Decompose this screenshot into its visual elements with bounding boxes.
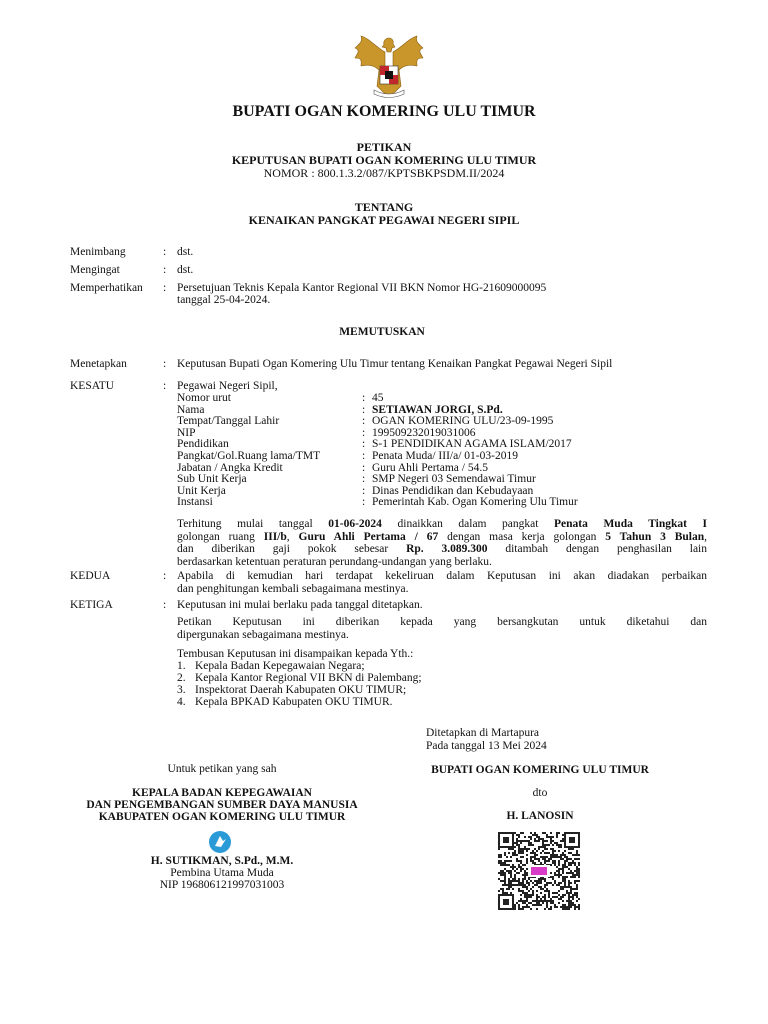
field-value: 45 <box>372 392 384 404</box>
ketiga-row <box>70 599 710 613</box>
tembusan-number: 2. <box>177 672 186 684</box>
field-label: Pangkat/Gol.Ruang lama/TMT <box>177 450 321 462</box>
colon: : <box>362 461 366 474</box>
colon: : <box>163 358 167 370</box>
kesatu-intro: Pegawai Negeri Sipil, <box>177 380 278 392</box>
field-label: NIP <box>177 426 196 439</box>
colon: : <box>362 415 366 428</box>
field-label: Tempat/Tanggal Lahir <box>177 415 280 428</box>
colon: : <box>163 246 167 258</box>
petikan-label: PETIKAN <box>356 140 412 154</box>
decree-subject: KENAIKAN PANGKAT PEGAWAI NEGERI SIPIL <box>248 213 520 227</box>
menimbang-value: dst. <box>177 246 194 258</box>
kepala-nip: NIP 196806121997031003 <box>159 879 285 891</box>
field-value: OGAN KOMERING ULU/23-09-1995 <box>372 415 554 428</box>
paragraph-line-1: Terhitung mulai tanggal 01-06-2024 dinaikkan dalam pangkat Penata Muda Tingkat I <box>177 518 708 530</box>
memperhatikan-date: tanggal 25-04-2024. <box>177 294 271 306</box>
qr-code <box>498 832 580 910</box>
decree-title: KEPUTUSAN BUPATI OGAN KOMERING ULU TIMUR <box>231 153 537 167</box>
kepala-title-2: DAN PENGEMBANGAN SUMBER DAYA MANUSIA <box>86 799 358 811</box>
bupati-name: H. LANOSIN <box>506 810 574 822</box>
kedua-row <box>70 570 710 598</box>
field-value: S-1 PENDIDIKAN AGAMA ISLAM/2017 <box>372 438 572 451</box>
colon: : <box>362 450 366 462</box>
kedua-text <box>177 570 707 595</box>
field-label: Nomor urut <box>177 392 231 404</box>
memutuskan-heading: MEMUTUSKAN <box>339 326 425 338</box>
kepala-rank: Pembina Utama Muda <box>170 867 274 879</box>
field-value: Penata Muda/ III/a/ 01-03-2019 <box>372 450 518 462</box>
signature-logo-icon <box>208 830 232 854</box>
menetapkan-label: Menetapkan <box>70 358 127 370</box>
garuda-emblem-logo <box>349 30 429 100</box>
colon: : <box>362 496 366 509</box>
memperhatikan-row <box>70 282 710 310</box>
memperhatikan-value: Persetujuan Teknis Kepala Kantor Regional VII BKN Nomor HG-21609000095 <box>177 282 547 294</box>
tembusan-number: 3. <box>177 684 186 696</box>
mengingat-label: Mengingat <box>70 264 120 276</box>
colon: : <box>362 438 366 451</box>
field-label: Pendidikan <box>177 438 229 451</box>
menetapkan-value: Keputusan Bupati Ogan Komering Ulu Timur tentang Kenaikan Pangkat Pegawai Negeri Sipil <box>177 358 613 370</box>
colon: : <box>362 426 366 439</box>
bupati-title: BUPATI OGAN KOMERING ULU TIMUR <box>431 764 649 776</box>
petikan-line-1: Petikan Keputusan ini diberikan kepada yang bersangkutan untuk diketahui dan <box>177 616 707 628</box>
ketiga-label: KETIGA <box>70 599 113 611</box>
colon: : <box>163 264 167 276</box>
field-value: Pemerintah Kab. Ogan Komering Ulu Timur <box>372 496 578 509</box>
kepala-title-3: KABUPATEN OGAN KOMERING ULU TIMUR <box>98 811 346 823</box>
colon: : <box>362 403 366 416</box>
kepala-name: H. SUTIKMAN, S.Pd., M.M. <box>150 855 294 867</box>
untuk-petikan-label: Untuk petikan yang sah <box>167 763 277 775</box>
field-label: Nama <box>177 403 205 416</box>
colon: : <box>163 599 167 611</box>
colon: : <box>362 473 366 486</box>
colon: : <box>163 570 167 582</box>
field-label: Sub Unit Kerja <box>177 473 247 486</box>
field-label: Instansi <box>177 496 213 509</box>
place-of-issue: Ditetapkan di Martapura <box>426 727 540 739</box>
colon: : <box>163 282 167 294</box>
kedua-label: KEDUA <box>70 570 111 582</box>
kedua-line-1: Apabila di kemudian hari terdapat kekeliruan dalam Keputusan ini akan diadakan perbaikan <box>177 570 707 582</box>
menimbang-row <box>70 246 710 260</box>
field-value: SETIAWAN JORGI, S.Pd. <box>372 403 503 416</box>
mengingat-row <box>70 264 710 278</box>
tembusan-item: Inspektorat Daerah Kabupaten OKU TIMUR; <box>195 684 407 696</box>
decree-number: NOMOR : 800.1.3.2/087/KPTSBKPSDM.II/2024 <box>263 166 505 180</box>
tembusan-item: Kepala Kantor Regional VII BKN di Palembang; <box>195 672 422 684</box>
field-label: Jabatan / Angka Kredit <box>177 461 283 474</box>
mengingat-value: dst. <box>177 264 194 276</box>
kedua-line-2: dan penghitungan kembali sebagaimana mestinya. <box>177 582 409 595</box>
header-title: BUPATI OGAN KOMERING ULU TIMUR <box>232 103 536 120</box>
dto-label: dto <box>532 787 548 799</box>
tentang-label: TENTANG <box>354 200 414 214</box>
tembusan-item: Kepala Badan Kepegawaian Negara; <box>195 660 365 672</box>
kesatu-row <box>70 380 710 394</box>
kesatu-paragraph <box>177 518 707 568</box>
menimbang-label: Menimbang <box>70 246 126 258</box>
tembusan-intro: Tembusan Keputusan ini disampaikan kepada Yth.: <box>177 648 414 660</box>
kepala-title-1: KEPALA BADAN KEPEGAWAIAN <box>132 787 312 799</box>
tembusan-item: Kepala BPKAD Kabupaten OKU TIMUR. <box>195 696 393 708</box>
field-value: Guru Ahli Pertama / 54.5 <box>372 461 488 474</box>
paragraph-line-4: berdasarkan ketentuan peraturan perundang-undangan yang berlaku. <box>177 555 492 568</box>
field-value: SMP Negeri 03 Semendawai Timur <box>372 473 536 486</box>
field-value: 199509232019031006 <box>372 426 476 439</box>
paragraph-line-3: dan diberikan gaji pokok sebesar Rp. 3.089.300 ditambah dengan penghasilan lain <box>177 543 708 555</box>
field-value: Dinas Pendidikan dan Kebudayaan <box>372 484 534 497</box>
colon: : <box>362 392 366 404</box>
ketiga-line-1: Keputusan ini mulai berlaku pada tanggal ditetapkan. <box>177 599 423 611</box>
memperhatikan-label: Memperhatikan <box>70 282 143 294</box>
tembusan-number: 4. <box>177 696 186 708</box>
paragraph-line-2: golongan ruang III/b, Guru Ahli Pertama / 67 dengan masa kerja golongan 5 Tahun 3 Bulan, <box>177 530 708 543</box>
menetapkan-row <box>70 358 710 372</box>
colon: : <box>362 484 366 497</box>
petikan-paragraph <box>177 616 707 641</box>
date-of-issue: Pada tanggal 13 Mei 2024 <box>426 740 547 752</box>
petikan-line-2: dipergunakan sebagaimana mestinya. <box>177 628 349 641</box>
field-label: Unit Kerja <box>177 484 226 497</box>
tembusan-number: 1. <box>177 660 186 672</box>
kesatu-label: KESATU <box>70 380 115 392</box>
colon: : <box>163 380 167 392</box>
